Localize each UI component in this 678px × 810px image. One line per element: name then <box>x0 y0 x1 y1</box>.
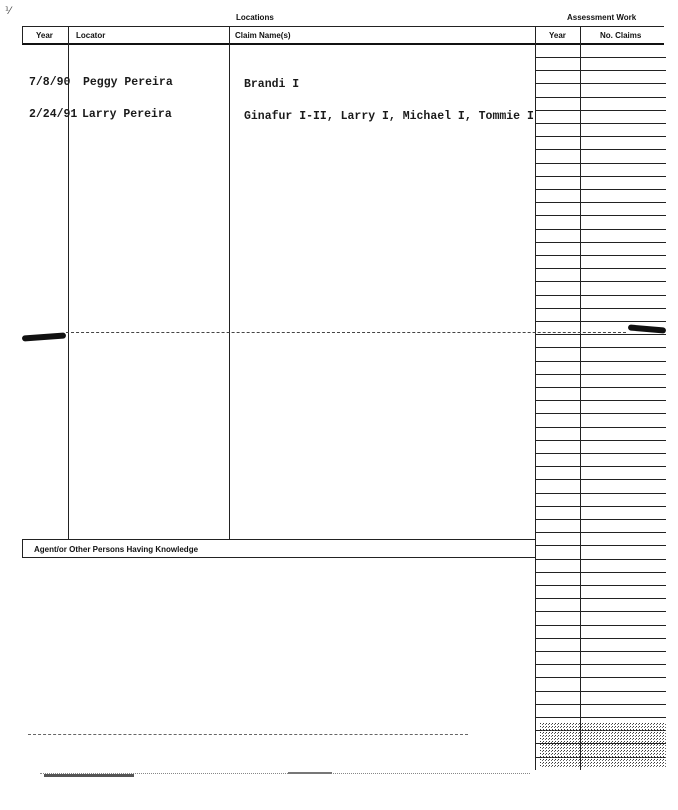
record-1-locator: Peggy Pereira <box>83 76 173 89</box>
agent-section-label: Agent/or Other Persons Having Knowledge <box>34 545 199 554</box>
record-1-claims: Brandi I <box>244 78 300 91</box>
col-no-claims-header: No. Claims <box>600 31 642 40</box>
record-1-year: 7/8/90 <box>29 76 71 89</box>
record-2-claims: Ginafur I-II, Larry I, Michael I, Tommie I <box>244 110 534 123</box>
corner-mark: ⅟ <box>5 6 11 17</box>
col-assess-year-header: Year <box>549 31 566 40</box>
locations-heading: Locations <box>236 13 274 22</box>
scan-noise-block <box>540 722 666 768</box>
col-locator-header: Locator <box>76 31 106 40</box>
col-year-header: Year <box>36 31 53 40</box>
record-2-locator: Larry Pereira <box>82 108 172 121</box>
record-2-year: 2/24/91 <box>29 108 78 121</box>
assessment-work-heading: Assessment Work <box>567 13 637 22</box>
col-claim-names-header: Claim Name(s) <box>235 31 291 40</box>
